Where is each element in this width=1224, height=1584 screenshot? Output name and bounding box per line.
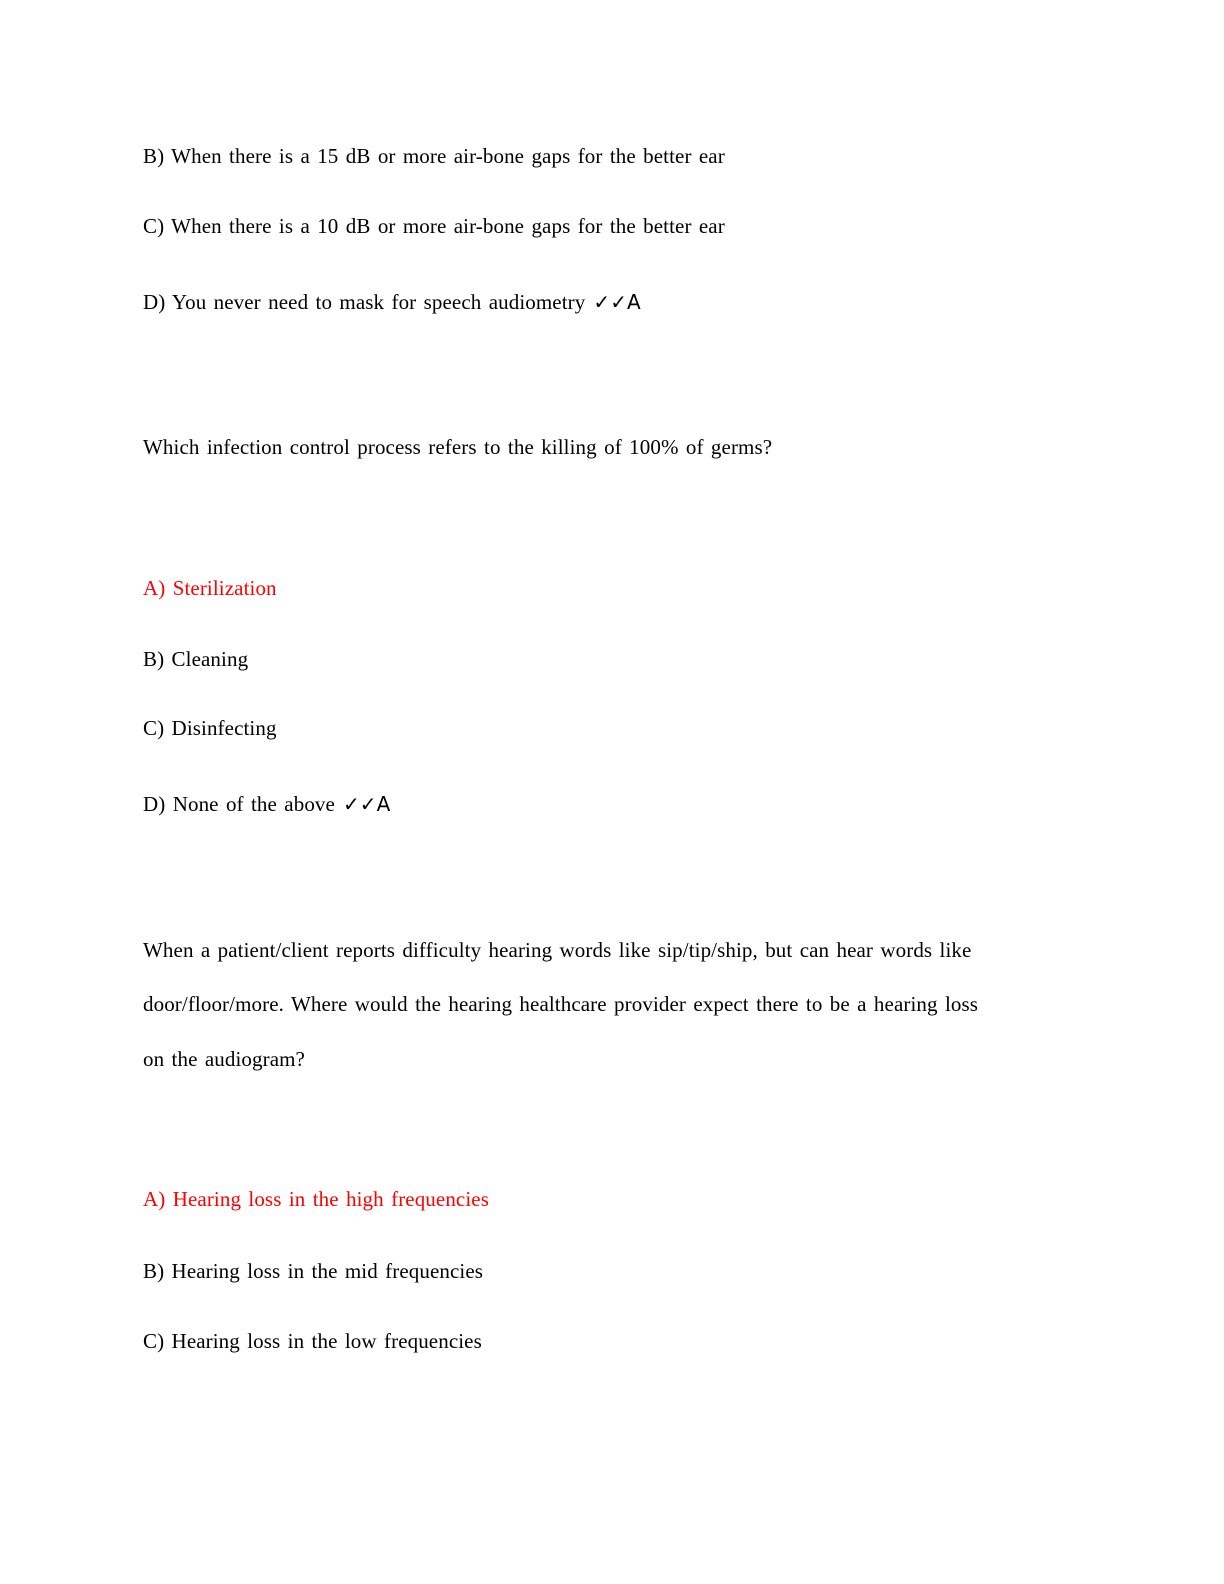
q2-option-d — [143, 790, 390, 818]
q1-option-b: B) When there is a 15 dB or more air-bone gaps for the better ear — [143, 144, 725, 168]
q1-option-d — [143, 288, 641, 316]
q2-question: Which infection control process refers to the killing of 100% of germs? — [143, 435, 773, 459]
q1-option-d-text: D) You never need to mask for speech audiometry — [143, 290, 586, 314]
q2-option-b: B) Cleaning — [143, 647, 249, 671]
q3-option-c: C) Hearing loss in the low frequencies — [143, 1329, 482, 1353]
q2-option-c: C) Disinfecting — [143, 716, 277, 740]
q2-option-a-correct: A) Sterilization — [143, 576, 277, 600]
q3-option-a-correct: A) Hearing loss in the high frequencies — [143, 1187, 489, 1211]
q3-question-line-3: on the audiogram? — [143, 1047, 305, 1071]
q2-answer-mark: ✓✓A — [342, 792, 391, 816]
q2-option-d-text: D) None of the above — [143, 792, 335, 816]
q3-option-b: B) Hearing loss in the mid frequencies — [143, 1259, 484, 1283]
q1-answer-mark: ✓✓A — [593, 290, 641, 314]
q3-question-line-2: door/floor/more. Where would the hearing healthcare provider expect there to be a hearing loss — [143, 992, 979, 1016]
q1-option-c: C) When there is a 10 dB or more air-bone gaps for the better ear — [143, 214, 725, 238]
q3-question-line-1: When a patient/client reports difficulty hearing words like sip/tip/ship, but can hear words like — [143, 938, 972, 962]
